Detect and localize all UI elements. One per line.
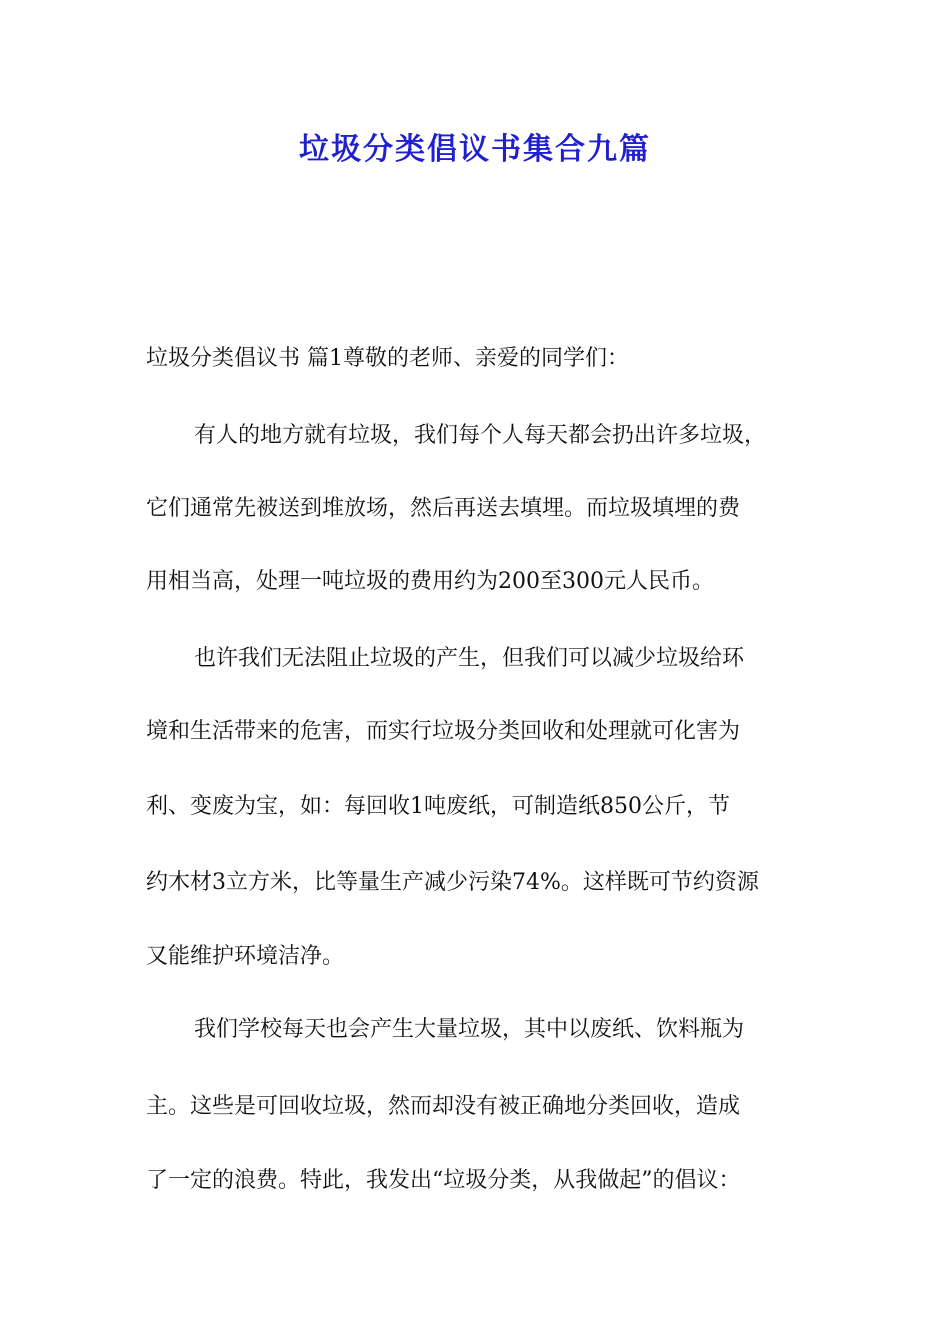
body-line: 我们学校每天也会产生大量垃圾，其中以废纸、饮料瓶为 [194, 1017, 745, 1042]
body-line: 境和生活带来的危害，而实行垃圾分类回收和处理就可化害为 [146, 719, 741, 744]
body-line: 了一定的浪费。特此，我发出“垃圾分类，从我做起”的倡议： [146, 1168, 741, 1193]
body-line: 主。这些是可回收垃圾，然而却没有被正确地分类回收，造成 [146, 1094, 741, 1119]
body-line: 用相当高，处理一吨垃圾的费用约为200至300元人民币。 [146, 569, 714, 594]
body-line: 利、变废为宝，如：每回收1吨废纸，可制造纸850公斤，节 [146, 794, 730, 819]
body-line: 它们通常先被送到堆放场，然后再送去填埋。而垃圾填埋的费 [146, 496, 741, 521]
body-line: 也许我们无法阻止垃圾的产生，但我们可以减少垃圾给环 [194, 646, 745, 671]
body-line: 有人的地方就有垃圾，我们每个人每天都会扔出许多垃圾， [194, 423, 767, 448]
body-line: 垃圾分类倡议书 篇1尊敬的老师、亲爱的同学们： [146, 346, 629, 371]
document-title: 垃圾分类倡议书集合九篇 [299, 132, 651, 167]
body-line: 约木材3立方米，比等量生产减少污染74%。这样既可节约资源 [146, 870, 759, 895]
body-line: 又能维护环境洁净。 [146, 944, 345, 969]
